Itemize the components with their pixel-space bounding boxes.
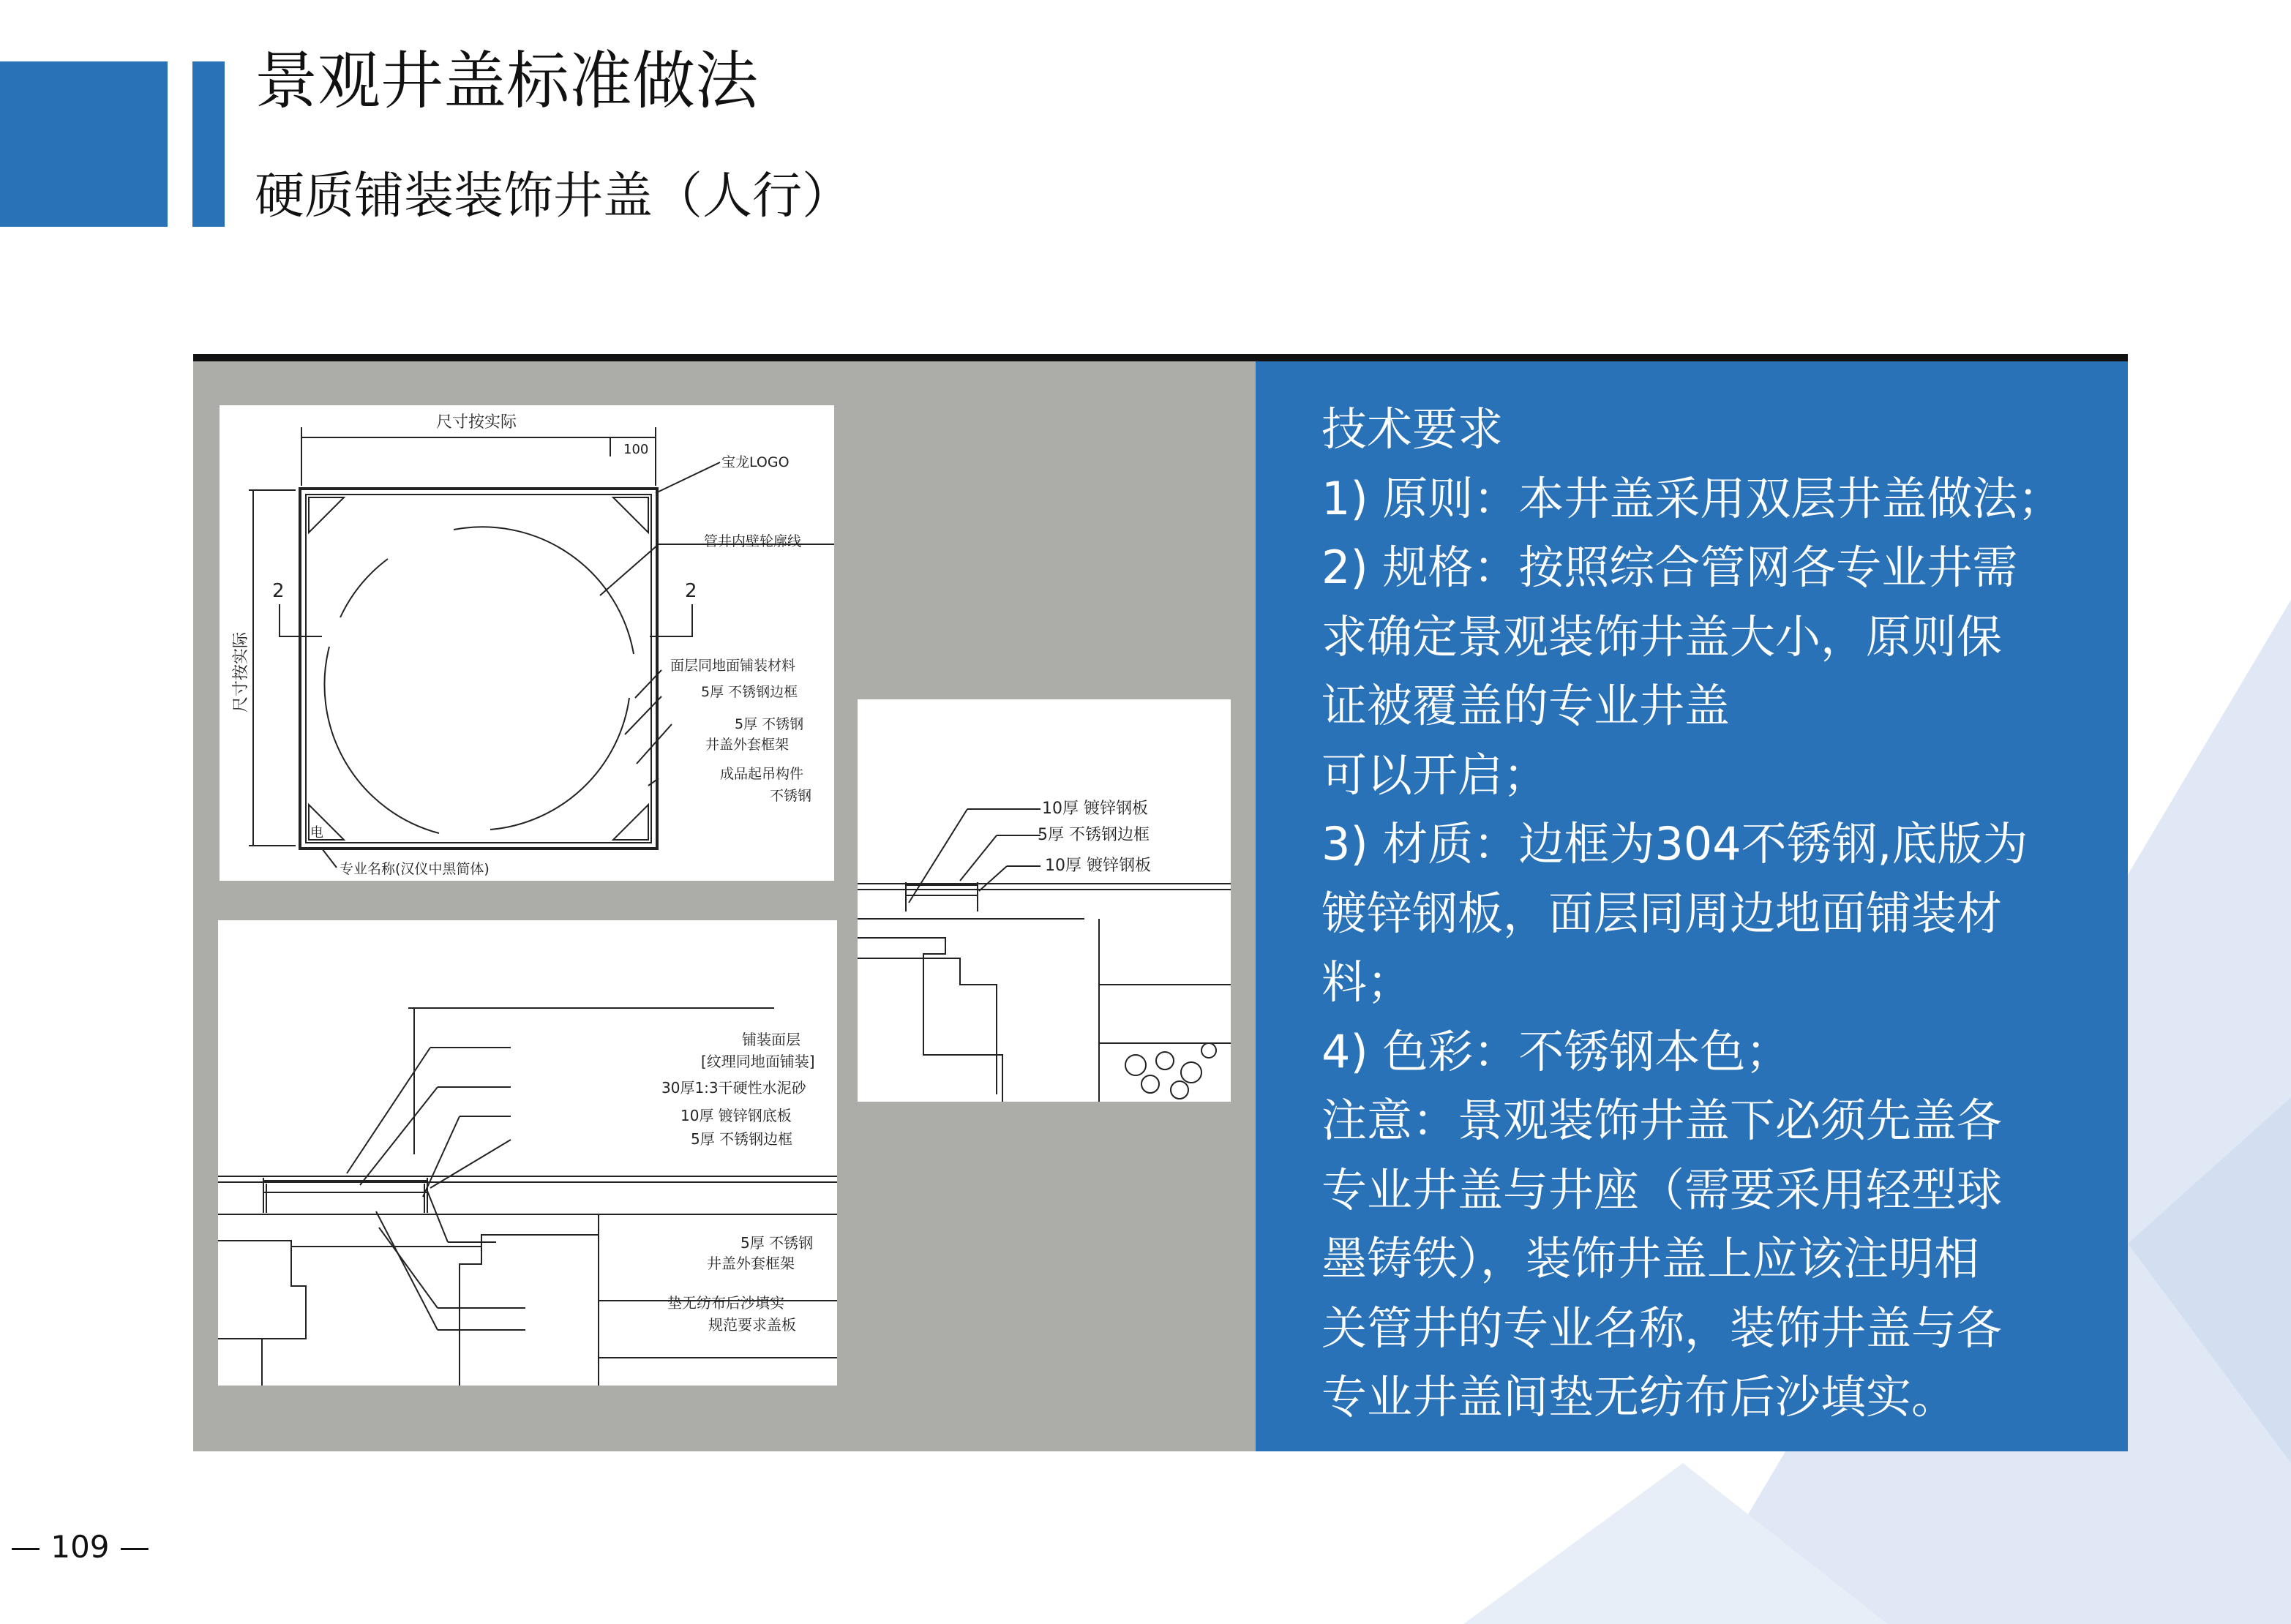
section-large-svg (218, 920, 837, 1386)
plan-drawing (220, 405, 834, 881)
large-label-6: 5厚 不锈钢 (740, 1234, 814, 1252)
large-label-9: 规范要求盖板 (708, 1316, 796, 1334)
plan-label-name: 专业名称(汉仪中黑简体) (340, 861, 490, 877)
plan-label-frame: 5厚 不锈钢边框 (701, 684, 798, 700)
plan-label-logo: 宝龙LOGO (721, 454, 790, 470)
tech-requirements-text (1321, 395, 2119, 1432)
tech-line: 2) 规格：按照综合管网各专业井需 (1321, 541, 2018, 594)
header-blue-block (0, 61, 168, 227)
tech-line: 求确定景观装饰井盖大小，原则保 (1321, 609, 2003, 663)
large-label-3: 30厚1:3干硬性水泥砂 (661, 1079, 806, 1097)
tech-line: 3) 材质：边框为304不锈钢,底版为 (1321, 817, 2028, 871)
plan-dim-side: 尺寸按实际 (232, 631, 250, 713)
page-number: — 109 — (10, 1529, 150, 1565)
tech-heading: 技术要求 (1321, 402, 1504, 456)
plan-label-outer-1: 5厚 不锈钢 (735, 716, 804, 732)
tech-line: 料； (1321, 955, 1413, 1009)
large-label-2: [纹理同地面铺装] (701, 1053, 815, 1070)
plan-label-lift-2: 不锈钢 (770, 788, 812, 804)
small-label-2: 5厚 不锈钢边框 (1038, 826, 1150, 844)
section-detail-small (858, 699, 1231, 1102)
large-label-4: 10厚 镀锌钢底板 (680, 1107, 792, 1124)
section-detail-large (218, 920, 837, 1386)
small-label-3: 10厚 镀锌钢板 (1045, 857, 1151, 875)
plan-corner-char: 电 (310, 825, 323, 841)
tech-line: 注意：景观装饰井盖下必须先盖各 (1321, 1094, 2003, 1147)
section-small-svg (858, 699, 1231, 1102)
plan-label-outer-2: 井盖外套框架 (705, 737, 790, 753)
tech-line: 关管井的专业名称，装饰井盖与各 (1321, 1301, 2003, 1355)
plan-label-surface: 面层同地面铺装材料 (670, 658, 796, 674)
plan-label-contour: 管井内壁轮廓线 (704, 533, 802, 549)
plan-section-right: 2 (685, 580, 697, 602)
tech-line: 证被覆盖的专业井盖 (1321, 679, 1731, 732)
large-label-8: 垫无纺布后沙填实 (667, 1294, 784, 1312)
content-top-rule (193, 354, 2128, 361)
tech-line: 镀锌钢板，面层同周边地面铺装材 (1321, 886, 2003, 940)
plan-dim-small: 100 (623, 442, 649, 457)
plan-drawing-svg (220, 405, 834, 881)
large-label-7: 井盖外套框架 (707, 1255, 795, 1272)
plan-dim-top: 尺寸按实际 (436, 413, 517, 432)
tech-line: 可以开启； (1321, 748, 1549, 802)
plan-section-left: 2 (272, 580, 285, 602)
tech-line: 专业井盖间垫无纺布后沙填实。 (1321, 1370, 1957, 1424)
tech-line: 4) 色彩：不锈钢本色； (1321, 1024, 1791, 1078)
plan-label-lift-1: 成品起吊构件 (720, 766, 804, 782)
tech-line: 墨铸铁），装饰井盖上应该注明相 (1321, 1232, 1980, 1285)
page-title: 景观井盖标准做法 (255, 45, 758, 118)
page-subtitle: 硬质铺装装饰井盖（人行） (255, 168, 852, 225)
large-label-1: 铺装面层 (742, 1031, 800, 1048)
tech-line: 专业井盖与井座（需要采用轻型球 (1321, 1162, 2003, 1217)
header-accent-bar (192, 61, 225, 227)
large-label-5: 5厚 不锈钢边框 (691, 1130, 793, 1148)
tech-line: 1) 原则：本井盖采用双层井盖做法； (1321, 471, 2063, 525)
small-label-1: 10厚 镀锌钢板 (1042, 800, 1148, 818)
